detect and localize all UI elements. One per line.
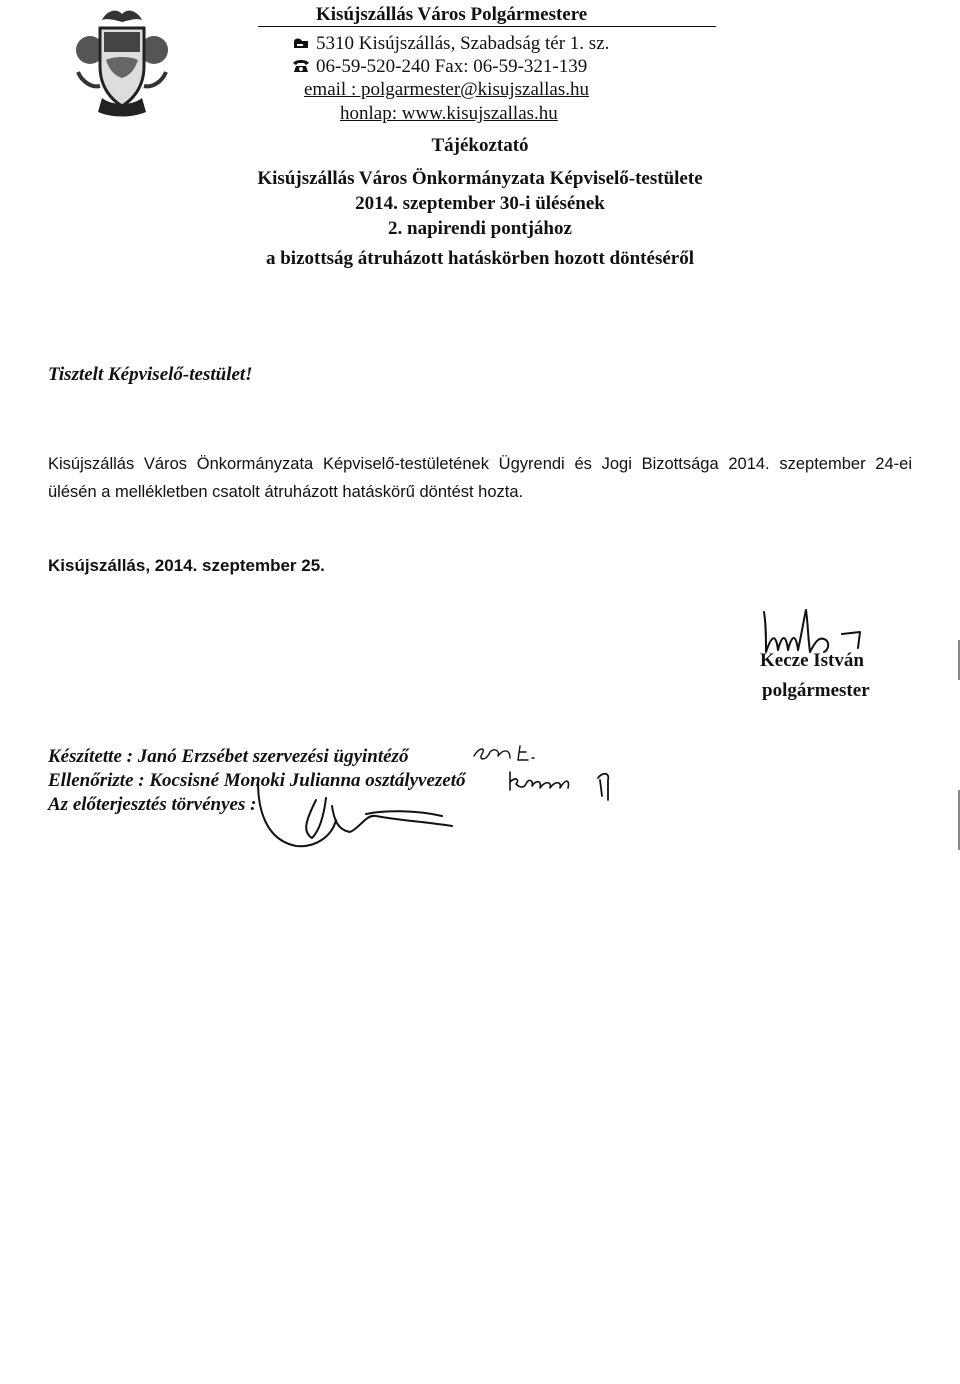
mailbox-icon: [292, 36, 310, 50]
signatory-name: Kecze István: [760, 650, 864, 671]
checked-by: Ellenőrizte : Kocsisné Monoki Julianna osztályvezető: [48, 770, 466, 791]
salutation: Tisztelt Képviselő-testület!: [48, 364, 253, 385]
date-line: Kisújszállás, 2014. szeptember 25.: [48, 556, 325, 575]
preparer-initials: [470, 740, 540, 766]
prepared-by: Készítette : Janó Erzsébet szervezési ügyintéző: [48, 746, 409, 767]
office-title: Kisújszállás Város Polgármestere: [316, 4, 588, 25]
subject-line: a bizottság átruházott hatáskörben hozott döntéséről: [265, 248, 694, 269]
email-line[interactable]: email : polgarmester@kisujszallas.hu: [304, 79, 590, 100]
legality-check: Az előterjesztés törvényes :: [48, 794, 257, 815]
session-date: 2014. szeptember 30-i ülésének: [355, 193, 605, 214]
checker-initials: [506, 766, 626, 806]
address-line: [292, 33, 609, 55]
homepage-line[interactable]: honlap: www.kisujszallas.hu: [340, 103, 558, 124]
phone-text: 06-59-520-240 Fax: 06-59-321-139: [316, 56, 588, 77]
telephone-icon: [292, 59, 310, 73]
document-kind: Tájékoztató: [431, 135, 529, 156]
address-text: 5310 Kisújszállás, Szabadság tér 1. sz.: [316, 33, 610, 54]
council-name: Kisújszállás Város Önkormányzata Képviselő-testülete: [257, 168, 703, 189]
signatory-title: polgármester: [762, 680, 870, 701]
body-paragraph: Kisújszállás Város Önkormányzata Képviselő-testületének Ügyrendi és Jogi Bizottsága 2014. szeptember 24-ei ülésén a mellékletben csatolt átruházott hatáskörű döntést hozta.: [48, 455, 912, 501]
header-divider: [258, 26, 716, 27]
agenda-item: 2. napirendi pontjához: [388, 218, 572, 239]
phone-line: [292, 56, 587, 78]
legal-signature: [256, 770, 456, 850]
coat-of-arms-logo: [72, 2, 172, 122]
